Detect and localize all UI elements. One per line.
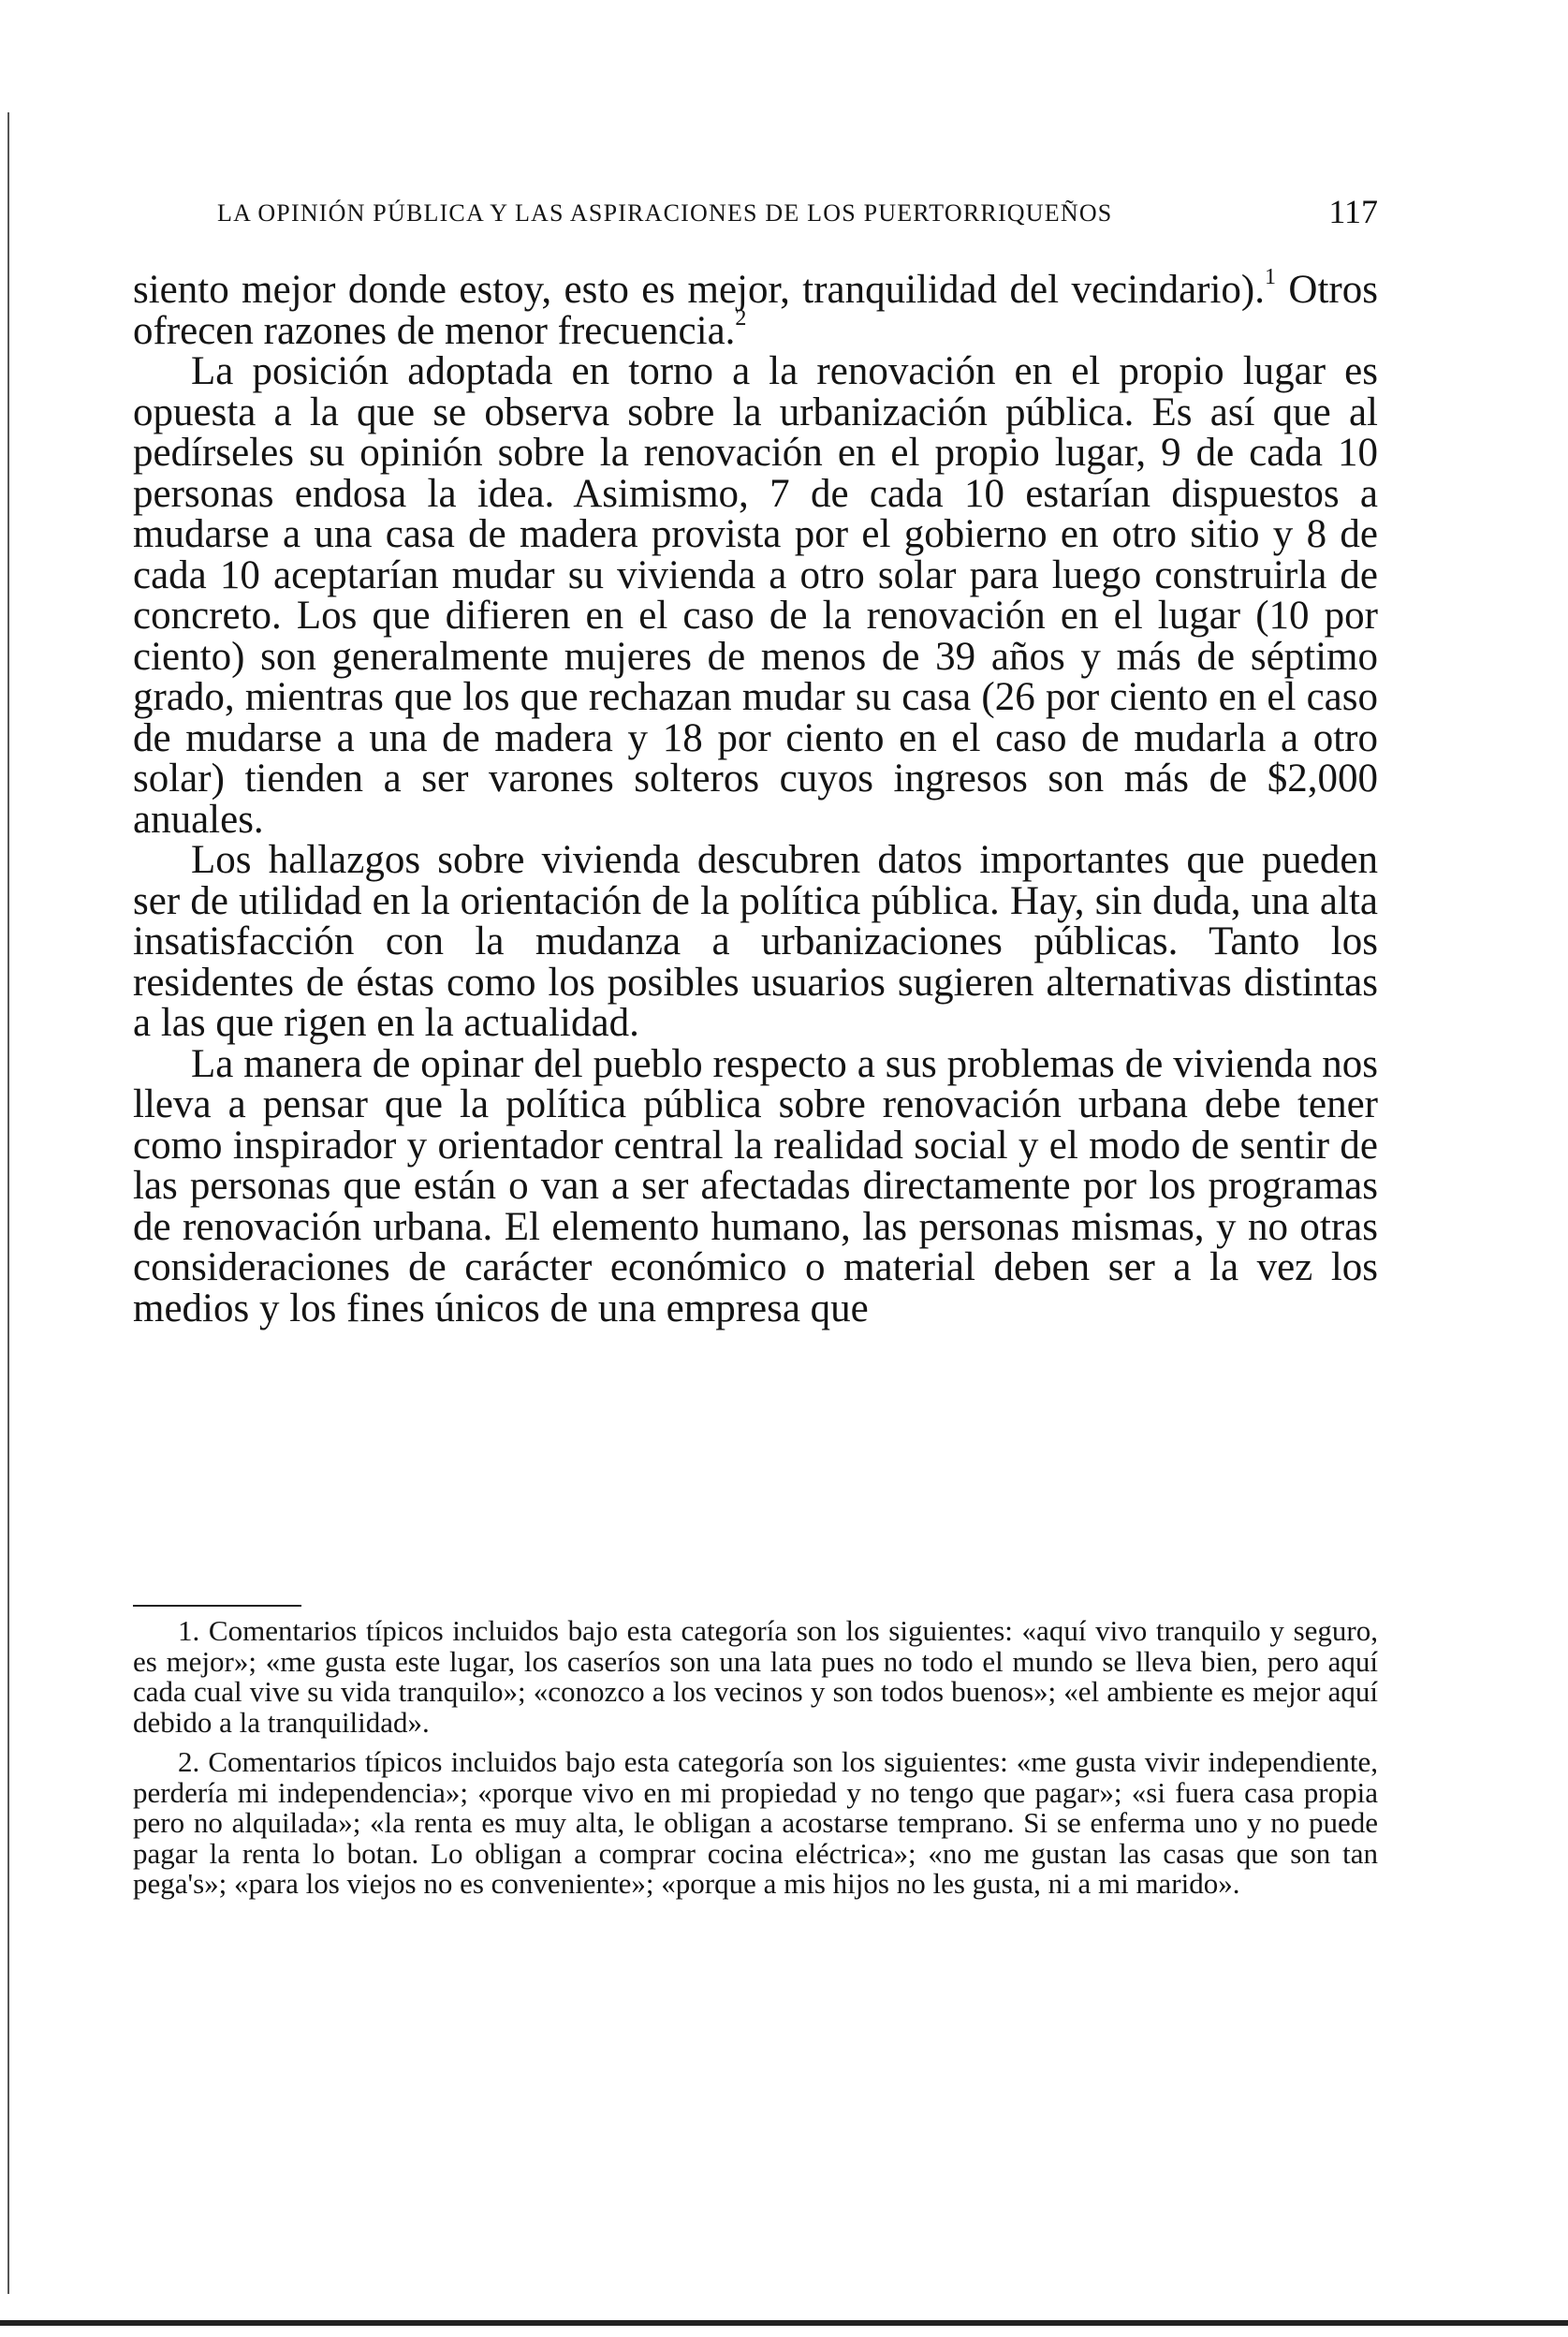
page-number: 117	[1328, 193, 1378, 230]
footnote-ref-2: 2	[735, 305, 747, 331]
paragraph-1-text-a: siento mejor donde estoy, esto es mejor, tranquilidad del vecindario).	[133, 268, 1265, 312]
footnote-rule	[133, 1605, 301, 1607]
page-left-edge	[7, 112, 9, 2294]
running-title: LA OPINIÓN PÚBLICA Y LAS ASPIRACIONES DE LOS PUERTORRIQUEÑOS	[217, 199, 1113, 227]
paragraph-4: La manera de opinar del pueblo respecto a sus problemas de vivienda nos lleva a pensar que la política pública sobre renovación urbana debe tener como inspirador y orientador central la realidad social y el modo de sentir de las personas que están o van a ser afectadas directamente por los programas de renovación urbana. El elemento humano, las personas mismas, y no otras consideraciones de carácter económico o material deben ser a la vez los medios y los fines únicos de una empresa que	[133, 1041, 1378, 1330]
footnote-ref-1: 1	[1265, 265, 1276, 289]
footnotes	[133, 1616, 1378, 1909]
page-bottom-edge	[0, 2320, 1568, 2326]
paragraph-3: Los hallazgos sobre vivienda descubren datos importantes que pueden ser de utilidad en la orientación de la política pública. Hay, sin duda, una alta insatisfacción con la mudanza a urbanizaciones públicas. Tanto los residentes de éstas como los posibles usuarios sugieren alternativas distintas a las que rigen en la actualidad.	[133, 838, 1378, 1045]
running-header	[217, 192, 1378, 233]
paragraph-1-text-b: Otros ofrecen razones de menor frecuencia.	[133, 268, 1378, 353]
body-text	[133, 265, 1378, 1330]
footnote-1: 1. Comentarios típicos incluidos bajo esta categoría son los siguientes: «aquí vivo tranquilo y seguro, es mejor»; «me gusta este lugar, los caseríos son una lata pues no todo el mundo se lleva bien, pero aquí cada cual vive su vida tranquilo»; «conozco a los vecinos y son todos buenos»; «el ambiente es mejor aquí debido a la tranquilidad».	[133, 1614, 1378, 1739]
paragraph-1	[133, 265, 1378, 353]
footnote-2: 2. Comentarios típicos incluidos bajo esta categoría son los siguientes: «me gusta vivir independiente, perdería mi independencia»; «porque vivo en mi propiedad y no tengo que pagar»; «si fuera casa propia pero no alquilada»; «la renta es muy alta, le obligan a acostarse temprano. Si se enferma uno y no puede pagar la renta lo botan. Lo obligan a comprar cocina eléctrica»; «no me gustan las casas que son tan pega's»; «para los viejos no es conveniente»; «porque a mis hijos no les gusta, ni a mi marido».	[133, 1745, 1378, 1900]
paragraph-2: La posición adoptada en torno a la renovación en el propio lugar es opuesta a la que se observa sobre la urbanización pública. Es así que al pedírseles su opinión sobre la renovación en el propio lugar, 9 de cada 10 personas endosa la idea. Asimismo, 7 de cada 10 estarían dispuestos a mudarse a una casa de madera provista por el gobierno en otro sitio y 8 de cada 10 aceptarían mudar su vivienda a otro solar para luego construirla de concreto. Los que difieren en el caso de la renovación en el lugar (10 por ciento) son generalmente mujeres de menos de 39 años y más de séptimo grado, mientras que los que rechazan mudar su casa (26 por ciento en el caso de mudarse a una de madera y 18 por ciento en el caso de mudarla a otro solar) tienden a ser varones solteros cuyos ingresos son más de $2,000 anuales.	[133, 349, 1378, 842]
